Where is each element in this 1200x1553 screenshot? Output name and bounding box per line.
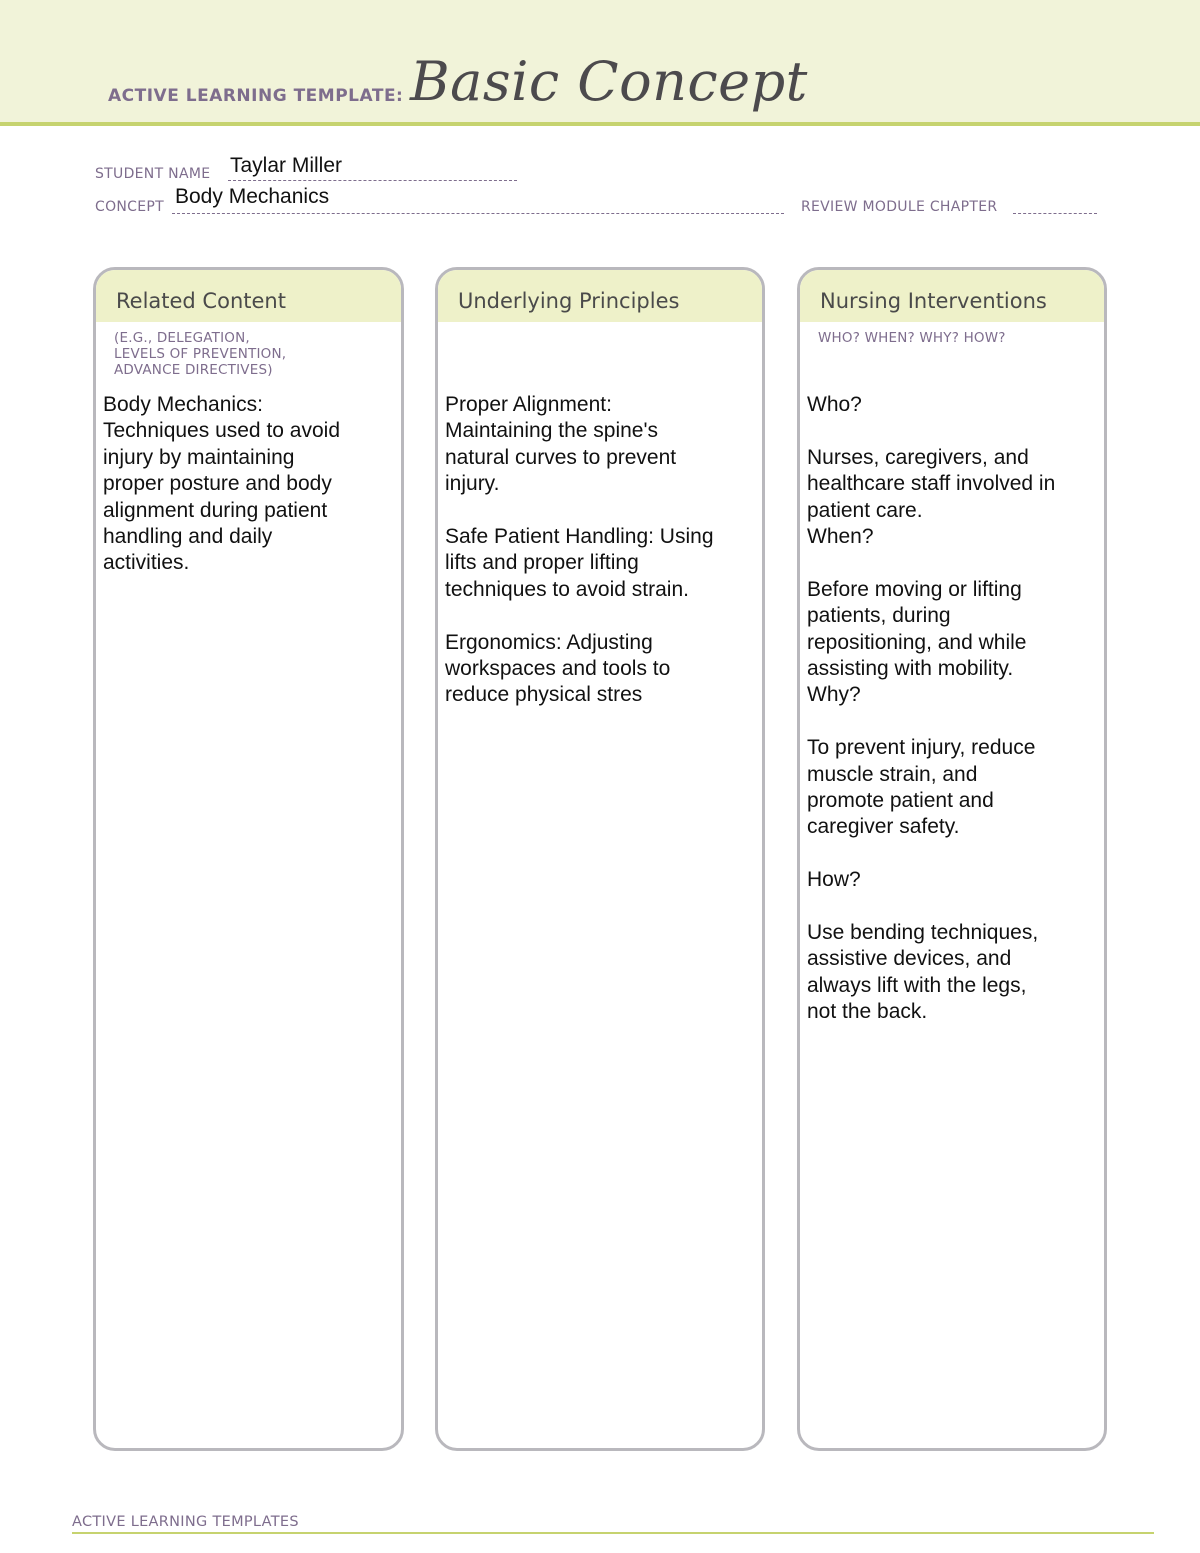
body-paragraph: Safe Patient Handling: Using lifts and proper lifting techniques to avoid strain. [445,525,714,601]
underlying-principles-body[interactable] [445,392,752,709]
subtitle-line: (E.G., DELEGATION, [114,330,250,346]
footer-label: ACTIVE LEARNING TEMPLATES [72,1514,299,1530]
paragraph-gap [807,841,1094,867]
paragraph-gap [807,894,1094,920]
template-label: ACTIVE LEARNING TEMPLATE: [108,86,404,106]
student-name-label: STUDENT NAME [95,166,211,182]
related-content-subtitle [114,330,286,378]
header-divider [0,122,1200,126]
body-paragraph: Before moving or lifting patients, during repositioning, and while assisting with mobility. Why? [807,577,1027,707]
review-module-field[interactable] [1013,213,1097,214]
underlying-principles-title: Underlying Principles [458,289,680,313]
paragraph-gap [807,550,1094,576]
student-name-field[interactable]: Taylar Miller [230,154,343,177]
related-content-title: Related Content [116,289,286,313]
nursing-interventions-body[interactable] [807,392,1094,1026]
paragraph-gap [807,418,1094,444]
body-paragraph: To prevent injury, reduce muscle strain, and promote patient and caregiver safety. [807,736,1036,839]
body-paragraph: Who? [807,393,862,416]
concept-field[interactable]: Body Mechanics [175,185,330,208]
related-content-body[interactable] [103,392,391,577]
paragraph-gap [445,498,752,524]
paragraph-gap [445,603,752,629]
nursing-interventions-subtitle [818,330,1006,346]
body-paragraph: Nurses, caregivers, and healthcare staff involved in patient care. When? [807,445,1056,549]
body-paragraph: Ergonomics: Adjusting workspaces and tools to reduce physical stres [445,630,671,707]
body-paragraph: Use bending techniques, assistive devices, and always lift with the legs, not the back. [807,921,1039,1024]
concept-label: CONCEPT [95,199,164,215]
related-content-box [93,267,404,1451]
template-title: Basic Concept [410,50,808,113]
body-paragraph: Proper Alignment: Maintaining the spine's natural curves to prevent injury. [445,393,677,496]
footer-divider [72,1532,1154,1534]
subtitle-line: WHO? WHEN? WHY? HOW? [818,330,1006,346]
subtitle-line: LEVELS OF PREVENTION, [114,346,287,362]
underlying-principles-box [435,267,765,1451]
paragraph-gap [807,709,1094,735]
body-paragraph: How? [807,868,861,892]
subtitle-line: ADVANCE DIRECTIVES) [114,362,273,378]
body-paragraph: Body Mechanics: Techniques used to avoid injury by maintaining proper posture and body alignment during patient handling and daily activities. [103,393,340,575]
review-module-label: REVIEW MODULE CHAPTER [801,199,998,215]
concept-line [172,213,784,214]
nursing-interventions-title: Nursing Interventions [820,289,1047,313]
student-name-line [228,180,517,181]
nursing-interventions-box [797,267,1107,1451]
